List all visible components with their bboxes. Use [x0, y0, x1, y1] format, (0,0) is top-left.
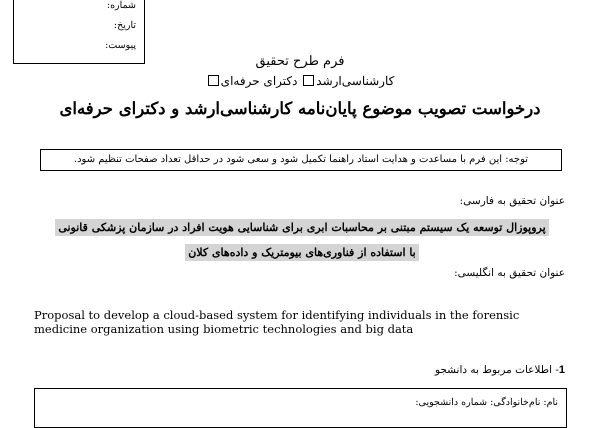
english-title-text[interactable]: Proposal to develop a cloud-based system for identifying individuals in the forensic medicine organization using biometric technologies and big data: [34, 308, 520, 336]
masters-checkbox[interactable]: [303, 75, 314, 86]
section-1-number: 1: [558, 364, 565, 376]
degree-options: [0, 74, 600, 88]
main-title: درخواست تصویب موضوع پایان‌نامه کارشناسی‌ارشد و دکترای حرفه‌ای: [59, 99, 541, 118]
section-1-title: - اطلاعات مربوط به دانشجو: [434, 364, 559, 376]
student-info-box: [34, 388, 567, 428]
form-title: فرم طرح تحقیق: [255, 54, 345, 69]
persian-title-text: پروپوزال توسعه یک سیستم مبتنی بر محاسبات ابری برای شناسایی هویت افراد در سازمان پزشکی قانونی با استفاده از فناوری‌های بیومتریک و داده‌های کلان: [55, 219, 548, 261]
date-label: تاریخ:: [113, 20, 136, 31]
student-fields[interactable]: نام: نام‌خانوادگی: شماره دانشجویی:: [415, 397, 558, 408]
masters-label: کارشناسی‌ارشد: [316, 74, 395, 88]
attachment-label: پیوست:: [105, 40, 136, 51]
professional-doctorate-label: دکترای حرفه‌ای: [220, 74, 298, 88]
persian-title-label: عنوان تحقیق به فارسی:: [459, 195, 565, 207]
professional-doctorate-checkbox[interactable]: [208, 75, 219, 86]
note-box: توجه: این فرم با مساعدت و هدایت استاد راهنما تکمیل شود و سعی شود در حداقل تعداد صفحات تنظیم شود.: [40, 149, 562, 171]
number-label: شماره:: [106, 0, 136, 11]
section-1-heading: [435, 364, 565, 376]
english-title-label: عنوان تحقیق به انگلیسی:: [454, 267, 565, 279]
persian-title-field[interactable]: [52, 215, 552, 265]
